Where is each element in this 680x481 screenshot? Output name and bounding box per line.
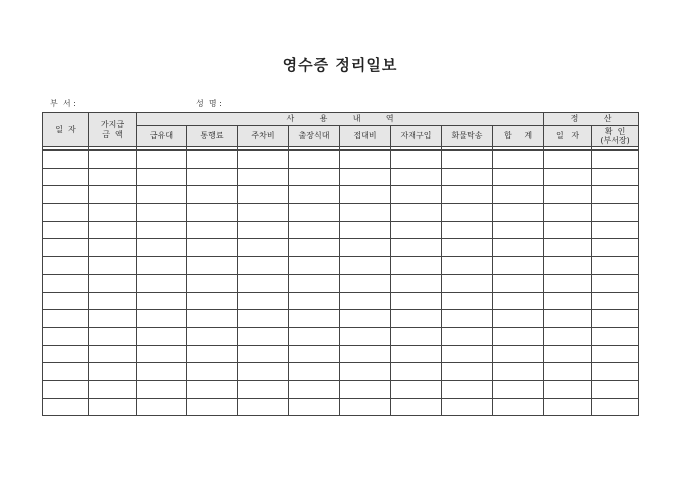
table-cell (340, 221, 391, 239)
table-cell (187, 274, 238, 292)
table-cell (137, 363, 187, 381)
table-cell (89, 168, 137, 186)
usage-details-group-header: 사 용 내 역 (137, 113, 544, 126)
table-cell (89, 363, 137, 381)
table-cell (43, 345, 89, 363)
table-cell (544, 345, 592, 363)
table-cell (340, 345, 391, 363)
table-cell (187, 186, 238, 204)
table-cell (238, 310, 289, 328)
table-cell (137, 345, 187, 363)
table-cell (493, 186, 544, 204)
table-cell (43, 186, 89, 204)
table-cell (43, 380, 89, 398)
table-cell (238, 239, 289, 257)
table-cell (544, 150, 592, 168)
table-cell (592, 168, 639, 186)
table-cell (442, 292, 493, 310)
table-cell (89, 186, 137, 204)
table-cell (592, 398, 639, 416)
table-cell (340, 274, 391, 292)
table-cell (544, 257, 592, 275)
table-cell (89, 380, 137, 398)
table-cell (340, 380, 391, 398)
table-cell (238, 363, 289, 381)
table-cell (238, 380, 289, 398)
table-cell (137, 327, 187, 345)
name-label: 성 명 : (196, 99, 222, 108)
total-column-header: 합 계 (493, 126, 544, 147)
table-cell (592, 257, 639, 275)
table-cell (43, 204, 89, 222)
table-cell (137, 257, 187, 275)
table-cell (391, 327, 442, 345)
table-row (43, 310, 639, 328)
table-cell (137, 380, 187, 398)
materials-column-header: 자재구입 (391, 126, 442, 147)
table-cell (493, 327, 544, 345)
table-cell (544, 380, 592, 398)
parking-column-header: 주차비 (238, 126, 289, 147)
table-cell (493, 257, 544, 275)
table-cell (238, 168, 289, 186)
table-cell (391, 363, 442, 381)
table-cell (289, 150, 340, 168)
table-cell (340, 398, 391, 416)
entertainment-column-header: 접대비 (340, 126, 391, 147)
receipt-ledger-table (42, 112, 639, 416)
table-cell (592, 380, 639, 398)
table-cell (289, 221, 340, 239)
table-cell (391, 150, 442, 168)
toll-column-header: 통행료 (187, 126, 238, 147)
table-cell (442, 274, 493, 292)
table-row (43, 204, 639, 222)
table-cell (187, 310, 238, 328)
table-cell (592, 274, 639, 292)
table-cell (442, 363, 493, 381)
table-cell (340, 327, 391, 345)
table-cell (391, 168, 442, 186)
table-cell (137, 310, 187, 328)
table-cell (43, 310, 89, 328)
table-cell (340, 310, 391, 328)
table-row (43, 292, 639, 310)
table-cell (493, 363, 544, 381)
table-cell (442, 345, 493, 363)
table-cell (289, 239, 340, 257)
table-cell (442, 204, 493, 222)
table-cell (137, 239, 187, 257)
table-cell (43, 363, 89, 381)
table-cell (544, 398, 592, 416)
table-cell (187, 150, 238, 168)
table-cell (592, 363, 639, 381)
table-cell (391, 380, 442, 398)
table-cell (493, 204, 544, 222)
table-cell (238, 186, 289, 204)
table-cell (187, 363, 238, 381)
table-cell (289, 168, 340, 186)
table-cell (391, 274, 442, 292)
settlement-date-column-header: 일 자 (544, 126, 592, 147)
trip-meals-column-header: 출장식대 (289, 126, 340, 147)
table-cell (89, 345, 137, 363)
table-cell (493, 345, 544, 363)
table-cell (391, 310, 442, 328)
table-cell (493, 150, 544, 168)
table-cell (187, 398, 238, 416)
table-row (43, 257, 639, 275)
table-cell (391, 257, 442, 275)
table-cell (592, 345, 639, 363)
table-cell (238, 292, 289, 310)
table-cell (493, 221, 544, 239)
table-cell (43, 398, 89, 416)
table-cell (340, 257, 391, 275)
table-cell (89, 292, 137, 310)
table-cell (137, 168, 187, 186)
table-cell (442, 239, 493, 257)
table-cell (43, 221, 89, 239)
table-row (43, 274, 639, 292)
table-cell (43, 257, 89, 275)
freight-column-header: 화물탁송 (442, 126, 493, 147)
table-cell (391, 239, 442, 257)
table-cell (89, 221, 137, 239)
table-cell (493, 380, 544, 398)
table-cell (442, 221, 493, 239)
table-row (43, 239, 639, 257)
table-cell (493, 239, 544, 257)
table-cell (340, 239, 391, 257)
table-cell (89, 257, 137, 275)
table-cell (544, 168, 592, 186)
table-cell (137, 292, 187, 310)
advance-amount-column-header: 가지급 금 액 (89, 113, 137, 147)
table-cell (89, 310, 137, 328)
table-cell (592, 186, 639, 204)
table-cell (592, 150, 639, 168)
table-cell (340, 150, 391, 168)
table-cell (289, 398, 340, 416)
table-cell (289, 345, 340, 363)
table-cell (592, 327, 639, 345)
table-cell (391, 292, 442, 310)
table-cell (442, 380, 493, 398)
table-cell (493, 398, 544, 416)
table-cell (238, 257, 289, 275)
table-cell (340, 363, 391, 381)
table-cell (340, 168, 391, 186)
fuel-column-header: 급유대 (137, 126, 187, 147)
table-cell (89, 398, 137, 416)
department-label: 부 서 : (50, 99, 76, 108)
table-row (43, 398, 639, 416)
table-cell (187, 345, 238, 363)
table-cell (43, 168, 89, 186)
table-cell (544, 186, 592, 204)
table-cell (391, 398, 442, 416)
table-cell (391, 221, 442, 239)
table-cell (544, 310, 592, 328)
table-cell (544, 204, 592, 222)
table-cell (89, 274, 137, 292)
table-cell (442, 168, 493, 186)
table-cell (137, 274, 187, 292)
table-cell (442, 310, 493, 328)
table-row (43, 168, 639, 186)
table-cell (544, 292, 592, 310)
table-cell (43, 239, 89, 257)
table-cell (442, 257, 493, 275)
table-cell (187, 257, 238, 275)
table-cell (238, 274, 289, 292)
table-cell (289, 186, 340, 204)
table-cell (544, 363, 592, 381)
table-cell (442, 327, 493, 345)
manager-confirm-column-header: 확 인 (부서장) (592, 126, 639, 147)
table-cell (289, 310, 340, 328)
table-cell (137, 398, 187, 416)
table-cell (289, 292, 340, 310)
table-row (43, 345, 639, 363)
table-cell (493, 274, 544, 292)
table-cell (289, 327, 340, 345)
ledger-body (43, 147, 639, 416)
table-cell (391, 204, 442, 222)
table-cell (238, 150, 289, 168)
table-cell (238, 204, 289, 222)
table-cell (137, 204, 187, 222)
table-cell (187, 380, 238, 398)
table-cell (187, 168, 238, 186)
table-cell (289, 257, 340, 275)
table-row (43, 150, 639, 168)
table-cell (340, 292, 391, 310)
table-cell (238, 221, 289, 239)
table-cell (391, 345, 442, 363)
table-cell (238, 345, 289, 363)
table-cell (592, 310, 639, 328)
table-cell (289, 363, 340, 381)
table-cell (442, 186, 493, 204)
table-cell (544, 327, 592, 345)
table-cell (89, 327, 137, 345)
table-cell (289, 380, 340, 398)
table-cell (187, 239, 238, 257)
table-cell (43, 327, 89, 345)
table-cell (187, 327, 238, 345)
table-cell (442, 150, 493, 168)
table-cell (187, 204, 238, 222)
table-cell (340, 186, 391, 204)
table-row (43, 327, 639, 345)
table-cell (340, 204, 391, 222)
table-cell (43, 150, 89, 168)
table-cell (43, 292, 89, 310)
table-cell (592, 239, 639, 257)
table-cell (592, 292, 639, 310)
table-cell (137, 150, 187, 168)
table-cell (289, 274, 340, 292)
table-cell (289, 204, 340, 222)
table-cell (544, 221, 592, 239)
table-cell (592, 221, 639, 239)
table-cell (391, 186, 442, 204)
table-cell (137, 221, 187, 239)
table-row (43, 380, 639, 398)
table-cell (187, 221, 238, 239)
table-cell (544, 239, 592, 257)
settlement-group-header: 정 산 (544, 113, 639, 126)
table-cell (238, 398, 289, 416)
table-cell (89, 150, 137, 168)
table-row (43, 221, 639, 239)
table-cell (592, 204, 639, 222)
date-column-header: 일 자 (43, 113, 89, 147)
table-cell (493, 168, 544, 186)
table-cell (493, 292, 544, 310)
table-cell (89, 204, 137, 222)
table-cell (544, 274, 592, 292)
table-cell (187, 292, 238, 310)
table-cell (43, 274, 89, 292)
table-row (43, 363, 639, 381)
table-cell (89, 239, 137, 257)
table-cell (137, 186, 187, 204)
table-cell (493, 310, 544, 328)
table-row (43, 186, 639, 204)
table-cell (238, 327, 289, 345)
table-cell (442, 398, 493, 416)
document-title: 영수증 정리일보 (282, 56, 398, 74)
